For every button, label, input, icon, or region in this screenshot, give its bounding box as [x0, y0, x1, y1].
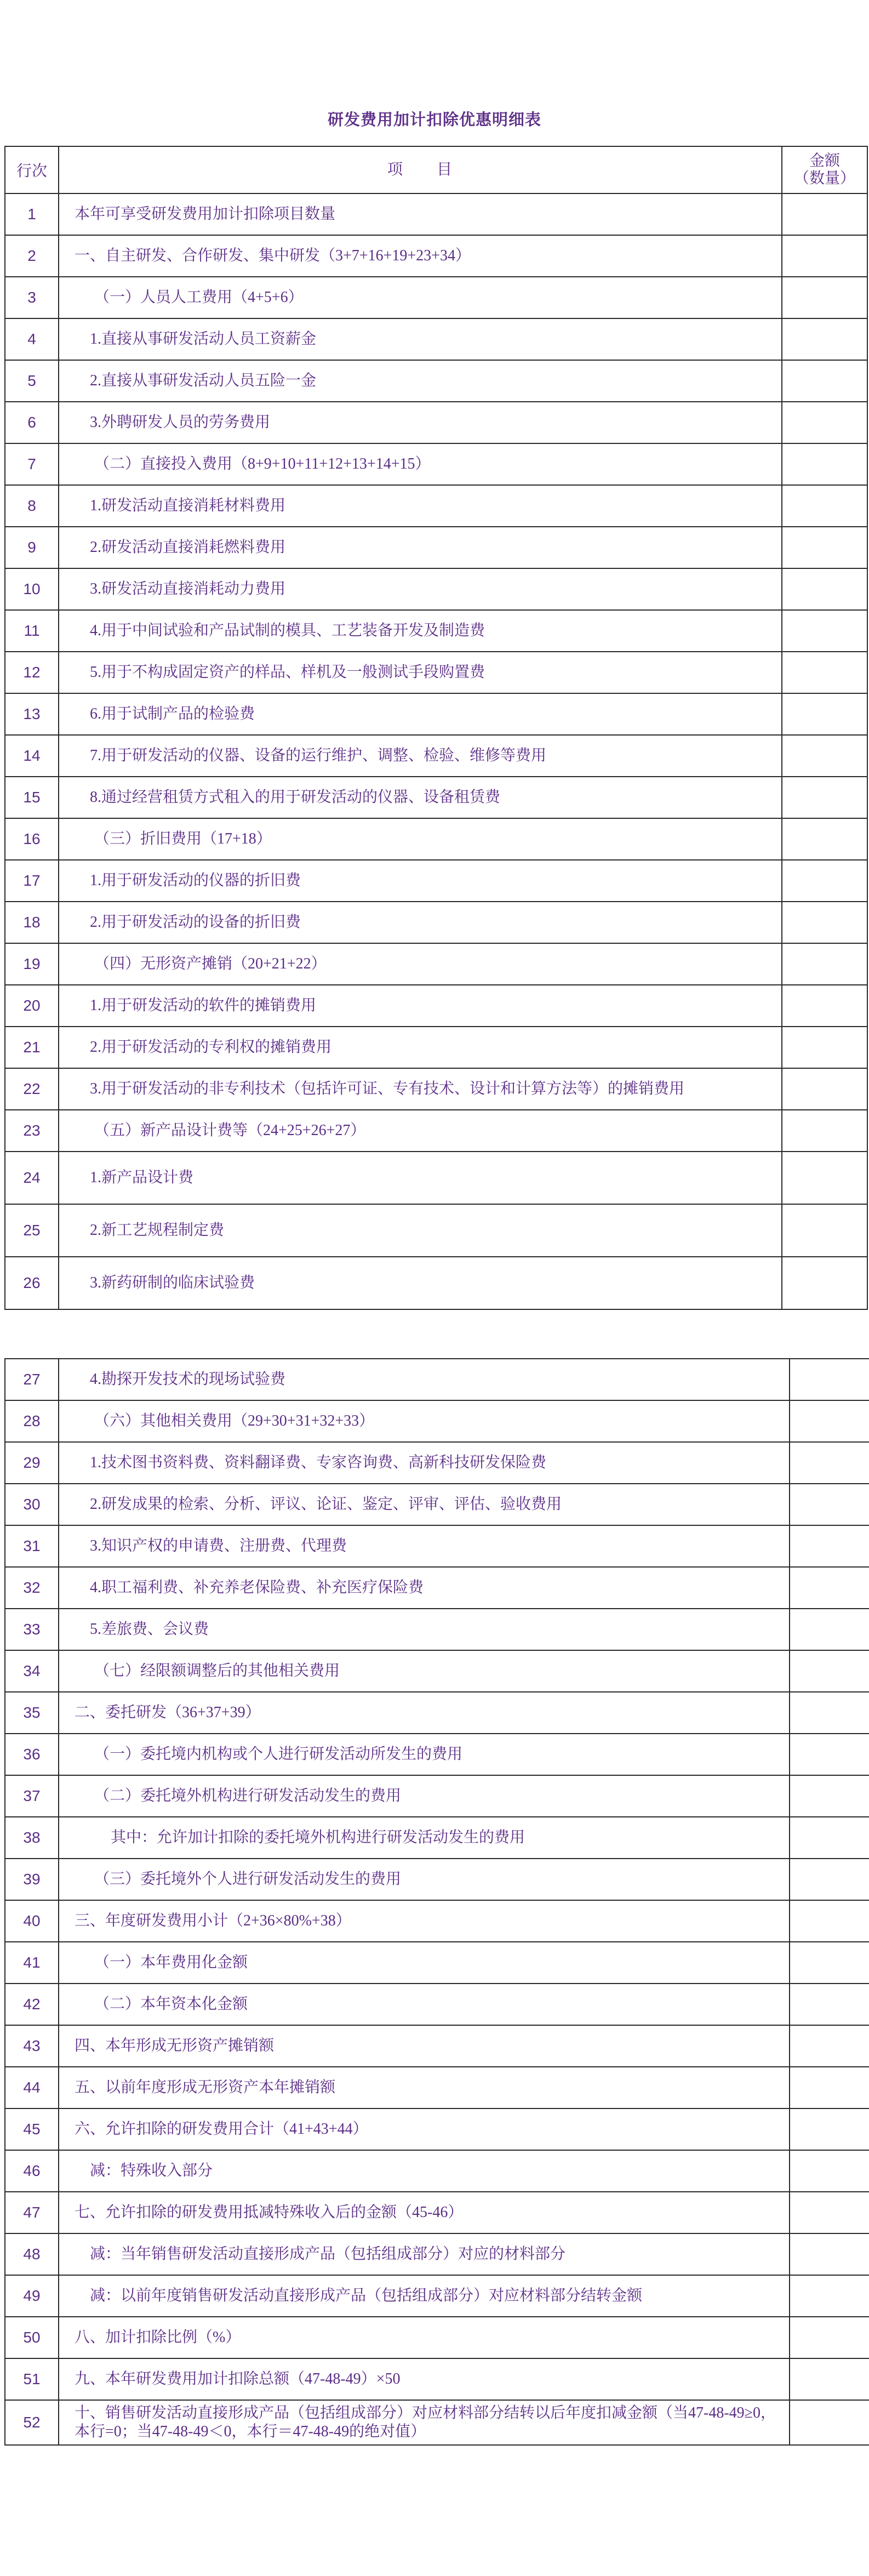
row-item-label — [59, 985, 782, 1027]
table-row — [5, 193, 867, 235]
amount-input-cell[interactable] — [790, 2233, 869, 2275]
table-row — [5, 568, 867, 610]
row-item-text: 其中：允许加计扣除的委托境外机构进行研发活动发生的费用 — [111, 1829, 525, 1846]
row-number: 44 — [5, 2067, 59, 2108]
row-item-label — [59, 610, 782, 652]
row-number: 20 — [5, 985, 59, 1027]
row-item-text: 减：以前年度销售研发活动直接形成产品（包括组成部分）对应材料部分结转金额 — [90, 2287, 643, 2304]
amount-input-cell[interactable] — [790, 2108, 869, 2150]
row-number: 14 — [5, 735, 59, 777]
amount-input-cell[interactable] — [782, 193, 867, 235]
row-item-text: 七、允许扣除的研发费用抵减特殊收入后的金额（45-46） — [75, 2204, 464, 2221]
column-header-item: 项 目 — [59, 146, 782, 193]
table-row — [5, 402, 867, 443]
table-row — [5, 1692, 869, 1734]
row-item-text: 十、销售研发活动直接形成产品（包括组成部分）对应材料部分结转以后年度扣减金额（当47-48-49≥0，本行=0；当47-48-49＜0，本行＝47-48-49的绝对值） — [75, 2404, 776, 2440]
row-item-text: （二）委托境外机构进行研发活动发生的费用 — [94, 1787, 402, 1804]
amount-input-cell[interactable] — [782, 1068, 867, 1110]
row-item-label — [59, 1204, 782, 1257]
table-row — [5, 443, 867, 485]
row-item-text: 3.知识产权的申请费、注册费、代理费 — [90, 1537, 347, 1554]
row-item-text: 5.差旅费、会议费 — [90, 1621, 209, 1638]
table-row — [5, 860, 867, 902]
row-number: 43 — [5, 2025, 59, 2067]
row-number: 1 — [5, 193, 59, 235]
row-item-label — [59, 277, 782, 318]
amount-input-cell[interactable] — [782, 527, 867, 568]
row-item-label — [59, 568, 782, 610]
amount-input-cell[interactable] — [790, 2358, 869, 2400]
amount-input-cell[interactable] — [790, 1692, 869, 1734]
amount-input-cell[interactable] — [790, 1400, 869, 1442]
row-number: 15 — [5, 777, 59, 818]
row-item-label — [59, 485, 782, 527]
row-number: 36 — [5, 1734, 59, 1775]
amount-input-cell[interactable] — [782, 1152, 867, 1204]
table-row — [5, 1609, 869, 1650]
row-item-label — [59, 1110, 782, 1152]
row-item-label — [59, 402, 782, 443]
row-item-text: 3.新药研制的临床试验费 — [90, 1274, 255, 1291]
row-item-label — [59, 1152, 782, 1204]
amount-input-cell[interactable] — [782, 610, 867, 652]
row-number: 16 — [5, 818, 59, 860]
row-item-label — [59, 652, 782, 693]
row-item-text: 2.用于研发活动的设备的折旧费 — [90, 914, 301, 931]
table-row — [5, 2192, 869, 2233]
row-item-text: （七）经限额调整后的其他相关费用 — [94, 1662, 340, 1679]
row-number: 42 — [5, 1984, 59, 2025]
amount-input-cell[interactable] — [782, 985, 867, 1027]
amount-input-cell[interactable] — [790, 1734, 869, 1775]
row-item-text: （二）本年资本化金额 — [94, 1996, 248, 2013]
row-item-label — [59, 2108, 790, 2150]
row-item-label — [59, 693, 782, 735]
amount-input-cell[interactable] — [790, 2400, 869, 2445]
row-item-text: （一）委托境内机构或个人进行研发活动所发生的费用 — [94, 1746, 463, 1763]
row-number: 32 — [5, 1567, 59, 1609]
amount-input-cell[interactable] — [790, 1817, 869, 1859]
row-item-text: 6.用于试制产品的检验费 — [90, 705, 255, 722]
row-item-text: 六、允许扣除的研发费用合计（41+43+44） — [75, 2121, 368, 2138]
table-row — [5, 2317, 869, 2358]
column-header-row-no: 行次 — [5, 146, 59, 193]
amount-input-cell[interactable] — [790, 2067, 869, 2108]
row-item-text: 四、本年形成无形资产摊销额 — [75, 2037, 275, 2054]
table-row — [5, 2233, 869, 2275]
row-item-text: 4.用于中间试验和产品试制的模具、工艺装备开发及制造费 — [90, 622, 485, 639]
row-item-text: 2.研发活动直接消耗燃料费用 — [90, 539, 286, 556]
row-item-text: （五）新产品设计费等（24+25+26+27） — [94, 1122, 366, 1139]
table-row — [5, 1775, 869, 1817]
row-number: 13 — [5, 693, 59, 735]
row-item-label — [59, 2400, 790, 2445]
table-row — [5, 1442, 869, 1484]
deduction-table-part-2 — [4, 1358, 869, 2446]
row-item-label — [59, 2067, 790, 2108]
amount-input-cell[interactable] — [782, 402, 867, 443]
amount-input-cell[interactable] — [790, 2192, 869, 2233]
amount-input-cell[interactable] — [790, 2025, 869, 2067]
row-item-text: 1.研发活动直接消耗材料费用 — [90, 497, 286, 514]
row-item-text: 5.用于不构成固定资产的样品、样机及一般测试手段购置费 — [90, 664, 485, 681]
table-row — [5, 2358, 869, 2400]
row-item-label — [59, 1650, 790, 1692]
row-number: 27 — [5, 1359, 59, 1400]
amount-input-cell[interactable] — [782, 777, 867, 818]
row-number: 5 — [5, 360, 59, 402]
amount-input-cell[interactable] — [782, 277, 867, 318]
row-item-label — [59, 1027, 782, 1068]
row-item-text: 1.新产品设计费 — [90, 1169, 194, 1186]
table-row — [5, 1859, 869, 1900]
row-item-label — [59, 2025, 790, 2067]
row-item-text: 1.技术图书资料费、资料翻译费、专家咨询费、高新科技研发保险费 — [90, 1454, 547, 1471]
amount-input-cell[interactable] — [790, 2317, 869, 2358]
amount-input-cell[interactable] — [782, 485, 867, 527]
table-row — [5, 1068, 867, 1110]
row-number: 37 — [5, 1775, 59, 1817]
row-item-label — [59, 735, 782, 777]
amount-input-cell[interactable] — [790, 1900, 869, 1942]
row-item-text: 2.新工艺规程制定费 — [90, 1222, 225, 1239]
column-header-amount — [782, 146, 867, 193]
table-row — [5, 1400, 869, 1442]
row-item-label — [59, 1900, 790, 1942]
row-item-label — [59, 1257, 782, 1309]
table-row — [5, 735, 867, 777]
row-item-text: 2.直接从事研发活动人员五险一金 — [90, 372, 317, 389]
table-row — [5, 2275, 869, 2317]
amount-input-cell[interactable] — [782, 818, 867, 860]
row-item-label — [59, 1609, 790, 1650]
row-item-text: （三）折旧费用（17+18） — [94, 830, 272, 847]
table-row — [5, 2108, 869, 2150]
amount-input-cell[interactable] — [790, 1650, 869, 1692]
page-title: 研发费用加计扣除优惠明细表 — [327, 111, 541, 129]
amount-input-cell[interactable] — [790, 1525, 869, 1567]
row-number: 49 — [5, 2275, 59, 2317]
table-row — [5, 1567, 869, 1609]
row-item-label — [59, 1692, 790, 1734]
amount-input-cell[interactable] — [782, 693, 867, 735]
row-item-text: 1.直接从事研发活动人员工资薪金 — [90, 330, 317, 347]
table-row — [5, 1525, 869, 1567]
row-number: 7 — [5, 443, 59, 485]
table-row — [5, 277, 867, 318]
row-item-text: （四）无形资产摊销（20+21+22） — [94, 955, 327, 972]
table-row — [5, 693, 867, 735]
row-item-label — [59, 1400, 790, 1442]
row-number: 3 — [5, 277, 59, 318]
row-number: 8 — [5, 485, 59, 527]
row-item-label — [59, 777, 782, 818]
row-item-text: 3.外聘研发人员的劳务费用 — [90, 414, 271, 431]
row-number: 34 — [5, 1650, 59, 1692]
amount-input-cell[interactable] — [782, 902, 867, 943]
amount-input-cell[interactable] — [782, 568, 867, 610]
row-number: 28 — [5, 1400, 59, 1442]
table-row — [5, 1204, 867, 1257]
row-item-label — [59, 318, 782, 360]
table-header-row — [5, 146, 867, 193]
amount-input-cell[interactable] — [790, 1442, 869, 1484]
row-number: 45 — [5, 2108, 59, 2150]
row-number: 41 — [5, 1942, 59, 1984]
row-item-label — [59, 1484, 790, 1525]
row-item-label — [59, 2233, 790, 2275]
amount-input-cell[interactable] — [790, 1484, 869, 1525]
row-item-text: 4.职工福利费、补充养老保险费、补充医疗保险费 — [90, 1579, 424, 1596]
row-item-label — [59, 235, 782, 277]
row-number: 11 — [5, 610, 59, 652]
amount-input-cell[interactable] — [782, 235, 867, 277]
amount-input-cell[interactable] — [782, 1257, 867, 1309]
row-item-text: 3.研发活动直接消耗动力费用 — [90, 580, 286, 597]
row-item-label — [59, 818, 782, 860]
amount-input-cell[interactable] — [782, 1204, 867, 1257]
row-number: 52 — [5, 2400, 59, 2445]
table-row — [5, 1817, 869, 1859]
row-number: 46 — [5, 2150, 59, 2192]
amount-input-cell[interactable] — [790, 1984, 869, 2025]
amount-input-cell[interactable] — [782, 860, 867, 902]
amount-input-cell[interactable] — [782, 943, 867, 985]
row-item-text: 3.用于研发活动的非专利技术（包括许可证、专有技术、设计和计算方法等）的摊销费用 — [90, 1080, 685, 1097]
amount-input-cell[interactable] — [782, 1027, 867, 1068]
amount-input-cell[interactable] — [782, 735, 867, 777]
row-item-text: 8.通过经营租赁方式租入的用于研发活动的仪器、设备租赁费 — [90, 789, 501, 806]
table-row — [5, 1942, 869, 1984]
row-number: 38 — [5, 1817, 59, 1859]
row-item-text: 本年可享受研发费用加计扣除项目数量 — [75, 206, 336, 223]
row-item-label — [59, 360, 782, 402]
row-item-text: （一）人员人工费用（4+5+6） — [94, 289, 304, 306]
row-item-text: 2.研发成果的检索、分析、评议、论证、鉴定、评审、评估、验收费用 — [90, 1496, 562, 1513]
table-row — [5, 1152, 867, 1204]
row-item-label — [59, 943, 782, 985]
table-row — [5, 943, 867, 985]
amount-header-line1: 金额 — [809, 152, 840, 169]
amount-input-cell[interactable] — [782, 1110, 867, 1152]
table-row — [5, 485, 867, 527]
row-number: 19 — [5, 943, 59, 985]
table-row — [5, 777, 867, 818]
table-row — [5, 1734, 869, 1775]
table-row — [5, 1984, 869, 2025]
amount-input-cell[interactable] — [782, 652, 867, 693]
amount-input-cell[interactable] — [790, 1609, 869, 1650]
row-number: 17 — [5, 860, 59, 902]
row-item-label — [59, 2317, 790, 2358]
table-row — [5, 610, 867, 652]
table-row — [5, 235, 867, 277]
row-item-label — [59, 1775, 790, 1817]
row-number: 35 — [5, 1692, 59, 1734]
row-number: 26 — [5, 1257, 59, 1309]
table-row — [5, 2067, 869, 2108]
table-row — [5, 1110, 867, 1152]
table-row — [5, 1900, 869, 1942]
row-item-label — [59, 1359, 790, 1400]
row-number: 48 — [5, 2233, 59, 2275]
row-number: 39 — [5, 1859, 59, 1900]
row-item-label — [59, 860, 782, 902]
row-item-label — [59, 443, 782, 485]
table-row — [5, 360, 867, 402]
row-item-label — [59, 1567, 790, 1609]
row-item-label — [59, 2192, 790, 2233]
row-item-label — [59, 1734, 790, 1775]
table-row — [5, 318, 867, 360]
deduction-table-part-1 — [4, 146, 868, 1310]
table-row — [5, 652, 867, 693]
row-item-label — [59, 2275, 790, 2317]
row-item-text: （二）直接投入费用（8+9+10+11+12+13+14+15） — [94, 455, 431, 472]
row-number: 22 — [5, 1068, 59, 1110]
row-item-label — [59, 1525, 790, 1567]
row-item-text: （三）委托境外个人进行研发活动发生的费用 — [94, 1871, 402, 1888]
amount-input-cell[interactable] — [782, 360, 867, 402]
row-number: 2 — [5, 235, 59, 277]
table-row — [5, 985, 867, 1027]
row-number: 33 — [5, 1609, 59, 1650]
row-number: 10 — [5, 568, 59, 610]
table-row — [5, 2400, 869, 2445]
row-item-text: 三、年度研发费用小计（2+36×80%+38） — [75, 1912, 351, 1929]
table-row — [5, 2150, 869, 2192]
row-number: 21 — [5, 1027, 59, 1068]
row-number: 50 — [5, 2317, 59, 2358]
table-row — [5, 1650, 869, 1692]
row-item-label — [59, 1859, 790, 1900]
amount-input-cell[interactable] — [790, 2275, 869, 2317]
amount-input-cell[interactable] — [790, 1567, 869, 1609]
row-item-text: （六）其他相关费用（29+30+31+32+33） — [94, 1412, 375, 1429]
row-number: 40 — [5, 1900, 59, 1942]
row-number: 30 — [5, 1484, 59, 1525]
amount-input-cell[interactable] — [782, 443, 867, 485]
row-number: 4 — [5, 318, 59, 360]
row-item-label — [59, 2150, 790, 2192]
row-item-text: 1.用于研发活动的软件的摊销费用 — [90, 997, 317, 1014]
amount-input-cell[interactable] — [790, 1859, 869, 1900]
row-number: 9 — [5, 527, 59, 568]
row-item-label — [59, 1442, 790, 1484]
row-item-text: 一、自主研发、合作研发、集中研发（3+7+16+19+23+34） — [75, 247, 471, 264]
row-number: 6 — [5, 402, 59, 443]
row-item-text: 减：当年销售研发活动直接形成产品（包括组成部分）对应的材料部分 — [90, 2246, 566, 2262]
row-item-text: 二、委托研发（36+37+39） — [75, 1704, 261, 1721]
row-number: 47 — [5, 2192, 59, 2233]
row-number: 25 — [5, 1204, 59, 1257]
row-item-text: 1.用于研发活动的仪器的折旧费 — [90, 872, 301, 889]
row-item-text: 7.用于研发活动的仪器、设备的运行维护、调整、检验、维修等费用 — [90, 747, 547, 764]
row-item-text: 2.用于研发活动的专利权的摊销费用 — [90, 1039, 332, 1056]
row-item-label — [59, 1984, 790, 2025]
table-row — [5, 1484, 869, 1525]
row-item-label — [59, 1068, 782, 1110]
amount-header-line2: （数量） — [793, 170, 855, 187]
row-number: 12 — [5, 652, 59, 693]
row-item-text: （一）本年费用化金额 — [94, 1954, 248, 1971]
amount-input-cell[interactable] — [790, 1942, 869, 1984]
row-item-text: 五、以前年度形成无形资产本年摊销额 — [75, 2079, 336, 2096]
row-item-text: 减：特殊收入部分 — [90, 2162, 213, 2179]
row-number: 29 — [5, 1442, 59, 1484]
amount-input-cell[interactable] — [790, 1775, 869, 1817]
row-number: 18 — [5, 902, 59, 943]
row-item-label — [59, 1817, 790, 1859]
table-row — [5, 1359, 869, 1400]
row-number: 23 — [5, 1110, 59, 1152]
row-item-label — [59, 193, 782, 235]
row-item-label — [59, 1942, 790, 1984]
row-item-text: 4.勘探开发技术的现场试验费 — [90, 1371, 286, 1388]
table-row — [5, 527, 867, 568]
table-row — [5, 818, 867, 860]
row-item-label — [59, 902, 782, 943]
row-item-text: 八、加计扣除比例（%） — [75, 2329, 241, 2346]
row-item-label — [59, 2358, 790, 2400]
amount-input-cell[interactable] — [782, 318, 867, 360]
table-row — [5, 2025, 869, 2067]
row-number: 51 — [5, 2358, 59, 2400]
row-number: 31 — [5, 1525, 59, 1567]
table-row — [5, 1027, 867, 1068]
amount-input-cell[interactable] — [790, 1359, 869, 1400]
row-number: 24 — [5, 1152, 59, 1204]
table-row — [5, 902, 867, 943]
row-item-label — [59, 527, 782, 568]
table-row — [5, 1257, 867, 1309]
row-item-text: 九、本年研发费用加计扣除总额（47-48-49）×50 — [75, 2370, 401, 2387]
amount-input-cell[interactable] — [790, 2150, 869, 2192]
